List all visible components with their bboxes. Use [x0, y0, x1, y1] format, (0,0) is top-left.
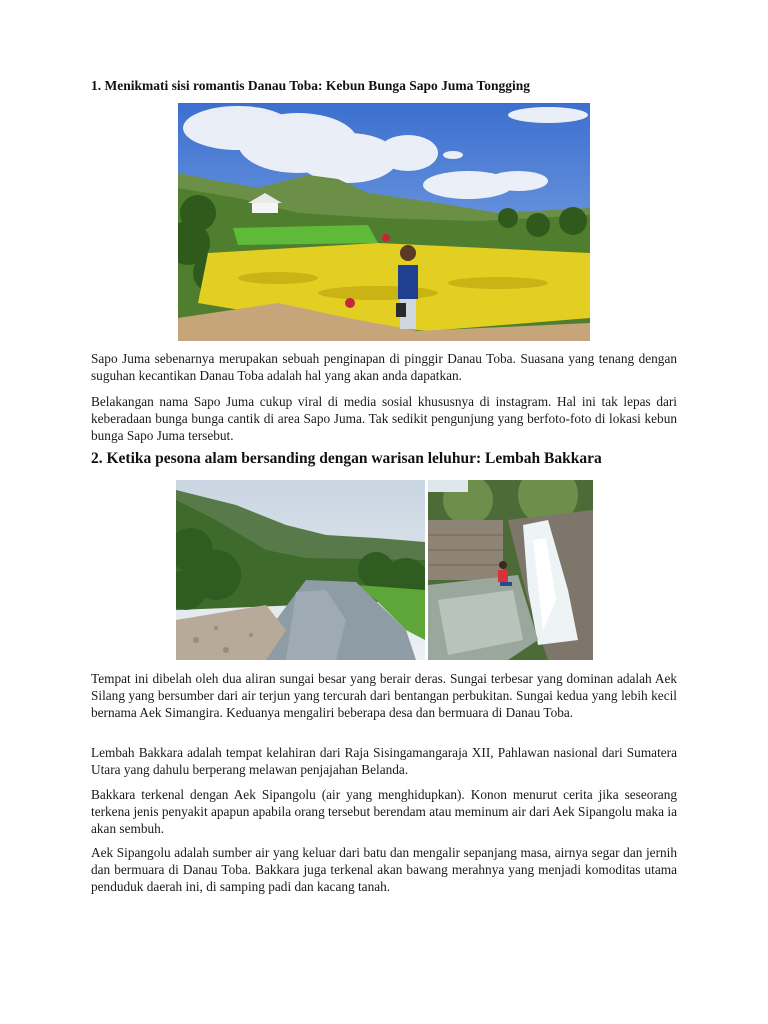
aek-sipangolu-waterfall-photo: [428, 480, 593, 660]
section-2-paragraph: Lembah Bakkara adalah tempat kelahiran dari Raja Sisingamangaraja XII, Pahlawan nasional dari Sumatera Utara yang dahulu berperang melawan penjajahan Belanda.: [91, 745, 677, 777]
section-1-heading: 1. Menikmati sisi romantis Danau Toba: Kebun Bunga Sapo Juma Tongging: [91, 78, 531, 93]
section-1-paragraph: Belakangan nama Sapo Juma cukup viral di media sosial khususnya di instagram. Hal ini tak lepas dari keberadaan bunga bunga cantik di area Sapo Juma. Tak sedikit pengunjung yang berfoto-foto di lokasi kebun bunga Sapo Juma tersebut.: [91, 394, 677, 443]
section-2-paragraph: Tempat ini dibelah oleh dua aliran sungai besar yang berair deras. Sungai terbesar yang dominan adalah Aek Silang yang bersumber dari air terjun yang tercurah dari bentangan perbukitan. Sungai kedua yang lebih kecil bernama Aek Simangira. Keduanya mengaliri beberapa desa dan bermuara di Danau Toba.: [91, 671, 677, 720]
section-2-paragraph: Aek Sipangolu adalah sumber air yang keluar dari batu dan mengalir sepanjang masa, airnya segar dan jernih dan bermuara di Danau Toba. Bakkara juga terkenal akan bawang merahnya yang menjadi komoditas utama penduduk daerah ini, di samping padi dan kacang tanah.: [91, 845, 677, 894]
section-2-heading: 2. Ketika pesona alam bersanding dengan warisan leluhur: Lembah Bakkara: [91, 450, 602, 467]
bakkara-valley-river-photo: [176, 480, 425, 660]
sapo-juma-flower-garden-photo: [178, 103, 590, 341]
section-2-paragraph: Bakkara terkenal dengan Aek Sipangolu (air yang menghidupkan). Konon menurut cerita jika seseorang terkena jenis penyakit apapun apabila orang tersebut berendam atau meminum air dari Aek Sipangolu maka ia akan sembuh.: [91, 787, 677, 836]
section-1-paragraph: Sapo Juma sebenarnya merupakan sebuah penginapan di pinggir Danau Toba. Suasana yang tenang dengan suguhan kecantikan Danau Toba adalah hal yang akan anda dapatkan.: [91, 351, 677, 383]
